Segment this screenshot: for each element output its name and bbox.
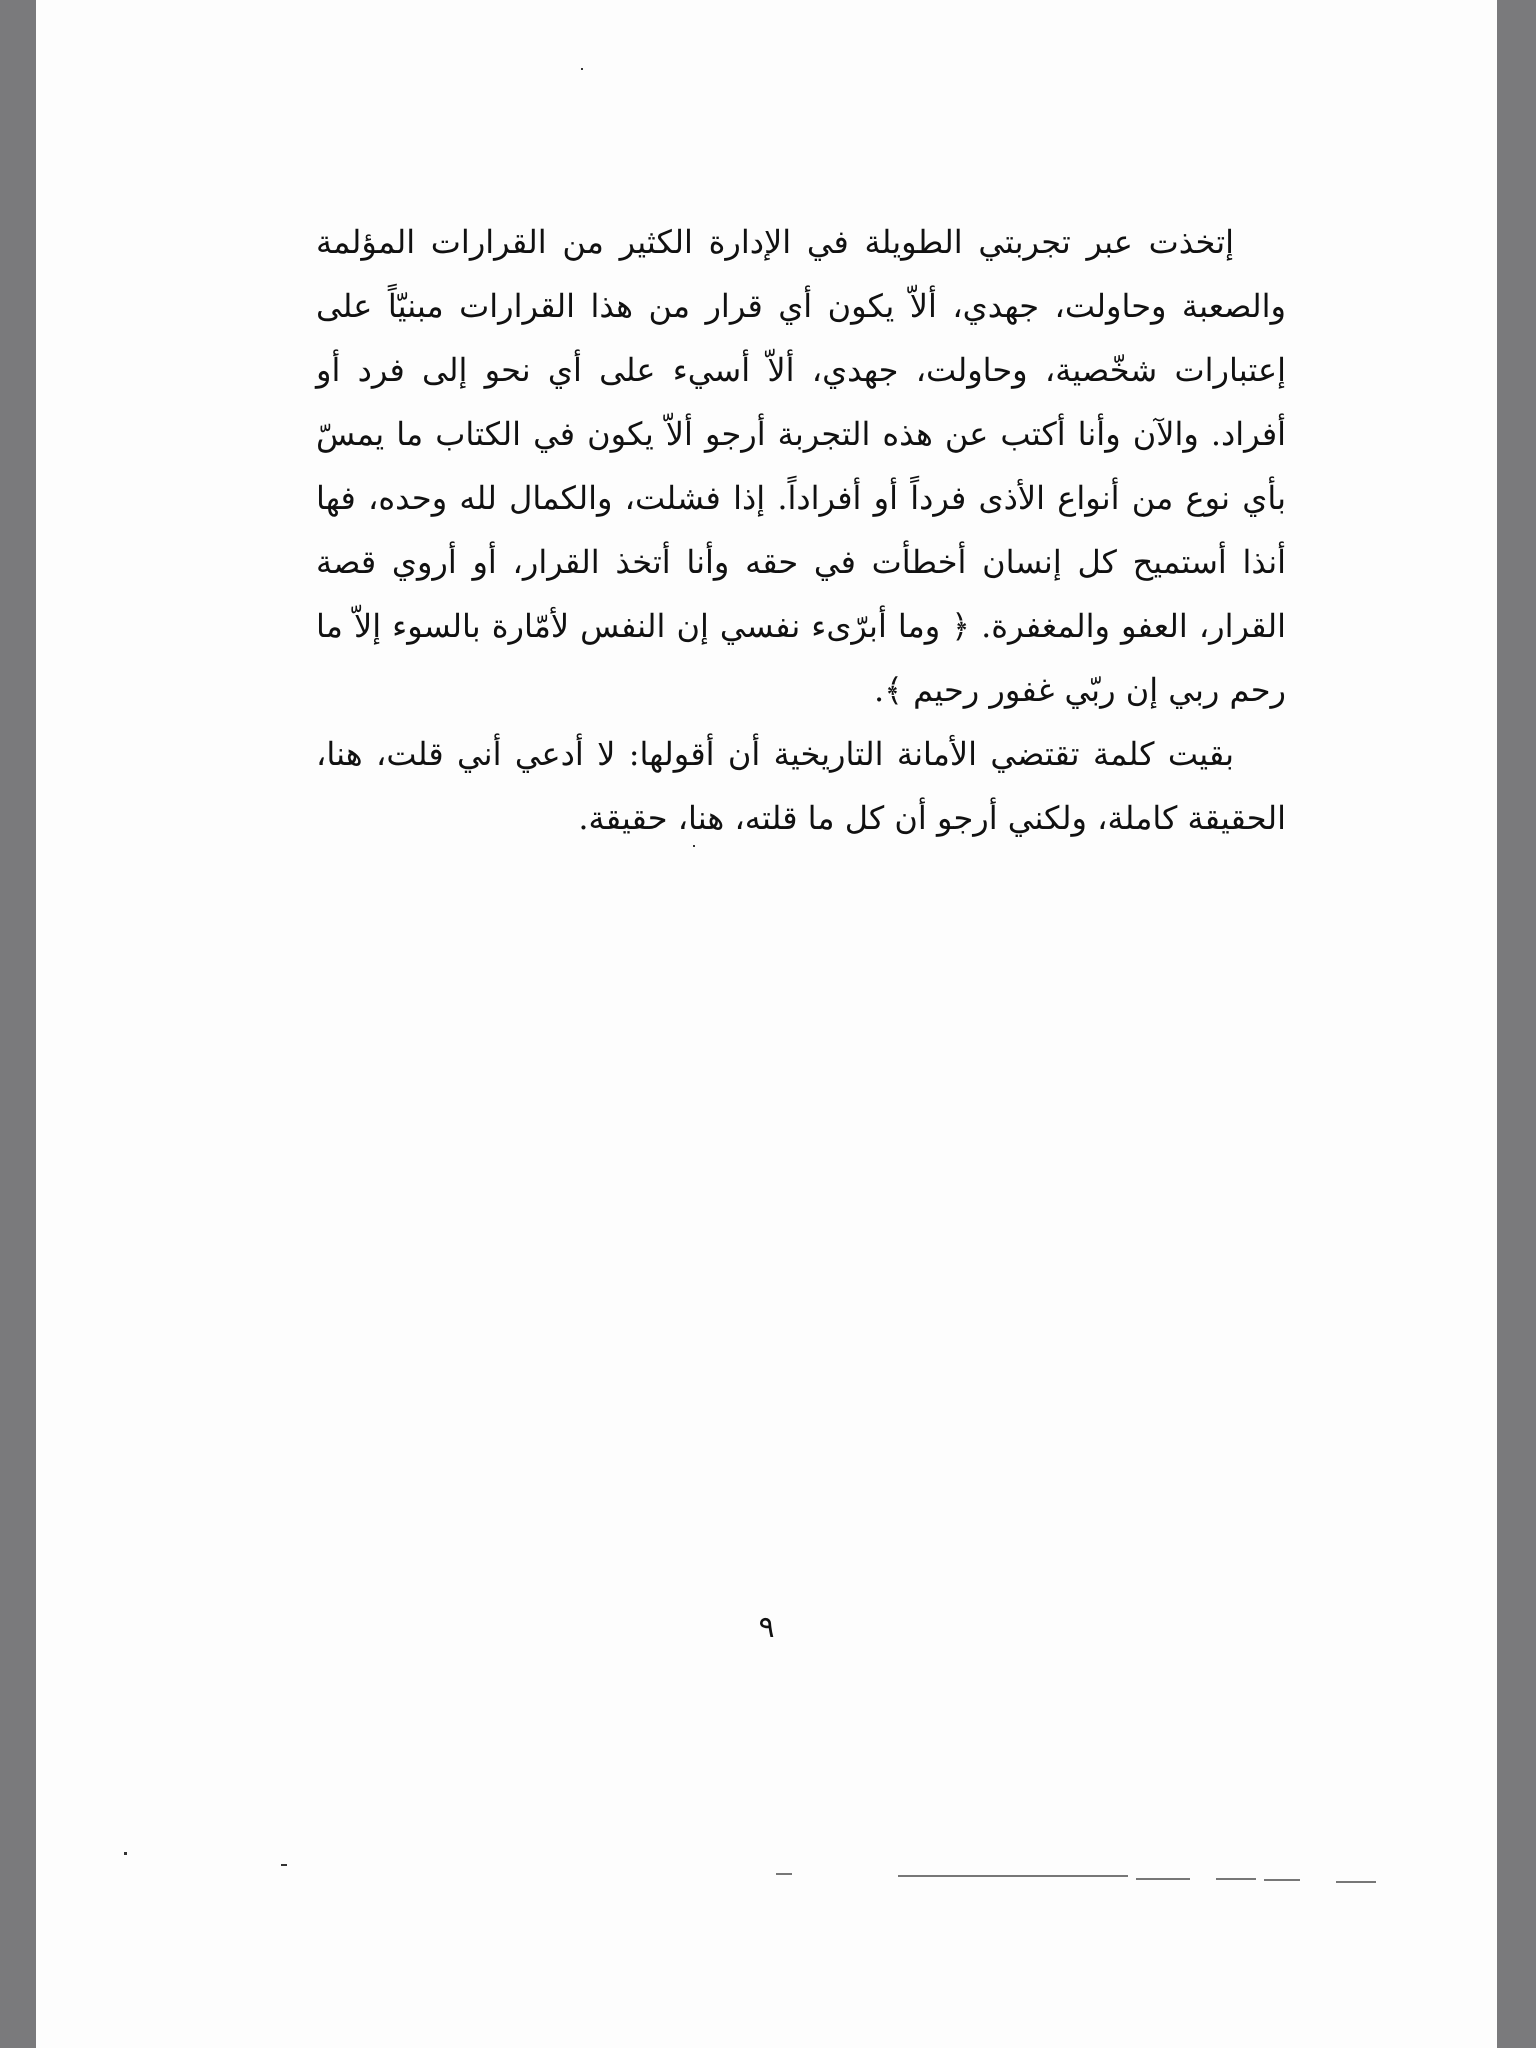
scan-artifact-line (1264, 1879, 1300, 1881)
scan-artifact-line (1216, 1878, 1256, 1880)
page-body-text (316, 210, 1286, 850)
scan-artifact-line (1136, 1878, 1190, 1880)
scan-speck (281, 1864, 287, 1866)
scan-artifact-line (1336, 1881, 1376, 1883)
paragraph-decisions: إتخذت عبر تجربتي الطويلة في الإدارة الكثير من القرارات المؤلمة والصعبة وحاولت، جهدي، ألاّ يكون أي قرار من هذا القرارات مبنيّاً على إعتبارات شخّصية، وحاولت، جهدي، ألاّ أسيء على أي نحو إلى فرد أو أفراد. والآن وأنا أكتب عن هذه التجربة أرجو ألاّ يكون في الكتاب ما يمسّ بأي نوع من أنواع الأذى فرداً أو أفراداً. إذا فشلت، والكمال لله وحده، فها أنذا أستميح كل إنسان أخطأت في حقه وأنا أتخذ القرار، أو أروي قصة القرار، العفو والمغفرة. ﴿ وما أبرّىء نفسي إن النفس لأمّارة بالسوء إلاّ ما رحم ربي إن ربّي غفور رحيم ﴾. (316, 223, 1287, 709)
document-page (36, 0, 1497, 2048)
paragraph-truth: بقيت كلمة تقتضي الأمانة التاريخية أن أقولها: لا أدعي أني قلت، هنا، الحقيقة كاملة، ولكني أرجو أن كل ما قلته، هنا، حقيقة. (316, 735, 1286, 837)
page-number: ٩ (758, 1610, 775, 1645)
scan-speck (693, 845, 695, 847)
scan-speck (581, 68, 583, 70)
scan-artifact-line (898, 1875, 1128, 1877)
scan-speck (124, 1852, 127, 1855)
scan-artifact-line (776, 1873, 792, 1875)
